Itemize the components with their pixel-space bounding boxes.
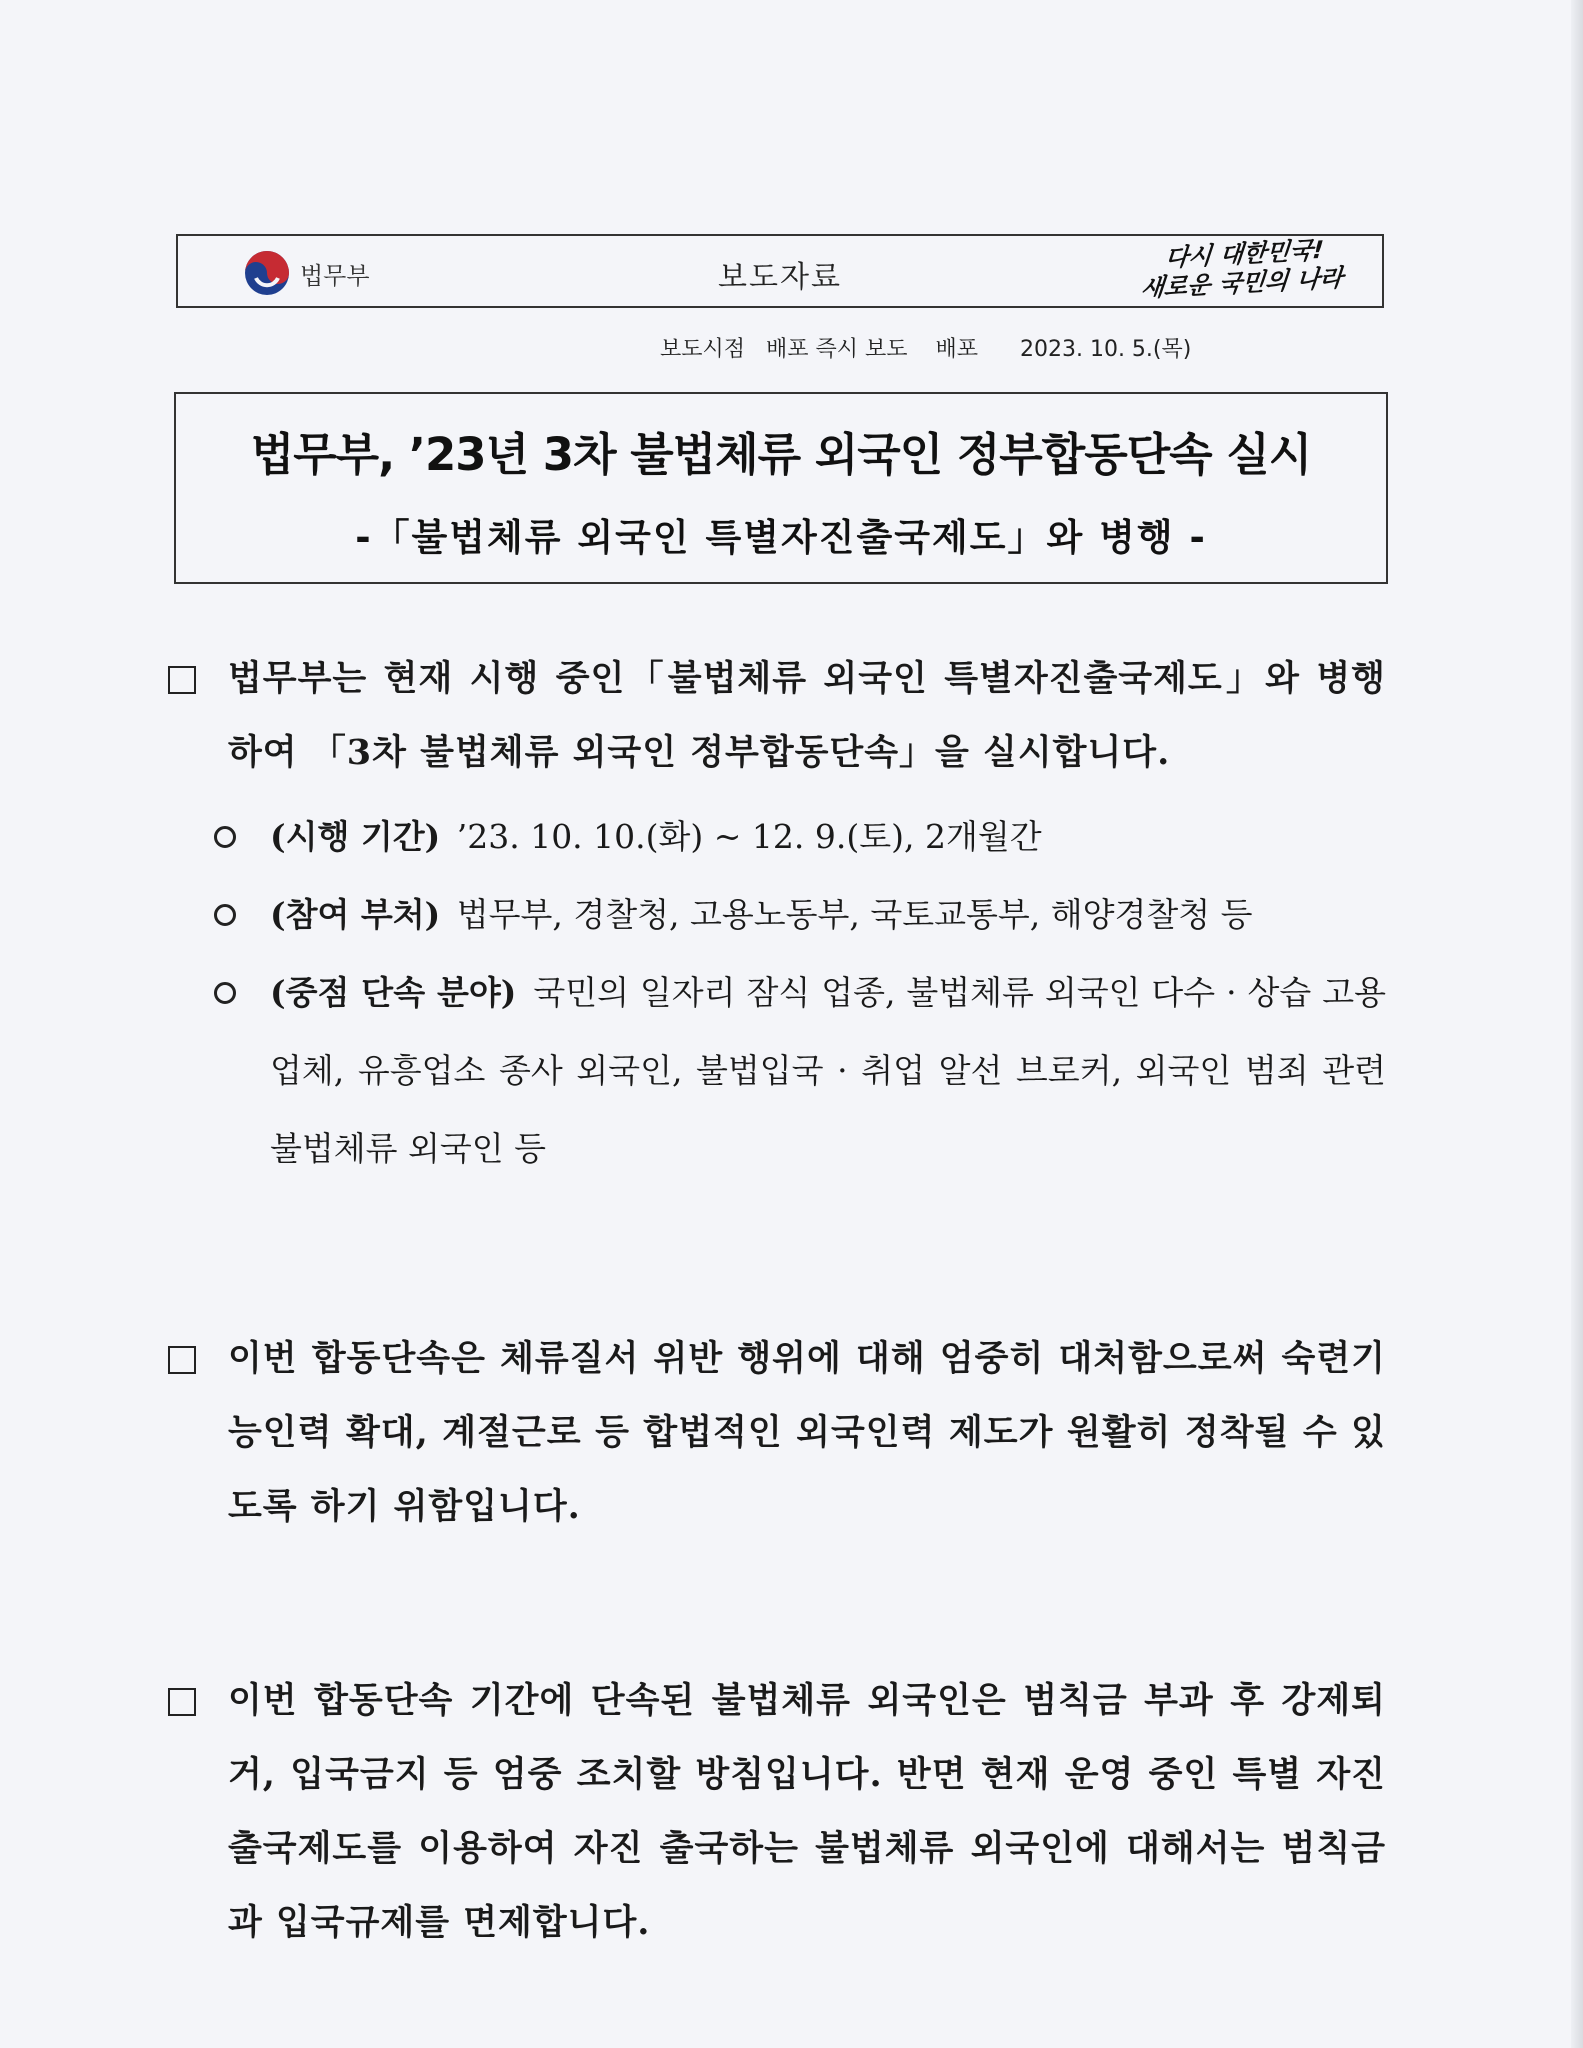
government-slogan — [1139, 235, 1346, 304]
title-box — [174, 392, 1388, 584]
ministry-name: 법무부 — [300, 261, 370, 290]
bullet-item: (시행 기간) ’23. 10. 10.(화) ~ 12. 9.(토), 2개월간 — [210, 798, 1386, 876]
slogan-line-1: 다시 대한민국! — [1163, 235, 1325, 273]
press-release-header — [176, 234, 1384, 308]
release-timing-label: 보도시점 — [660, 337, 746, 362]
checkbox-bullet-icon — [168, 1688, 196, 1716]
checkbox-bullet-icon — [168, 1346, 196, 1374]
circle-bullet-icon — [214, 904, 236, 926]
paragraph-text: 법무부는 현재 시행 중인「불법체류 외국인 특별자진출국제도」와 병행하여 「3차 불법체류 외국인 정부합동단속」을 실시합니다. — [164, 642, 1386, 790]
bullet-list — [164, 798, 1386, 1188]
paragraph-2 — [164, 1322, 1386, 1544]
distribution-label: 배포 — [935, 337, 978, 362]
sub-title: -「불법체류 외국인 특별자진출국제도」와 병행 - — [355, 516, 1207, 559]
release-date: 2023. 10. 5.(목) — [1019, 337, 1192, 362]
slogan-line-2: 새로운 국민의 나라 — [1139, 263, 1344, 303]
checkbox-bullet-icon — [168, 666, 196, 694]
circle-bullet-icon — [214, 982, 236, 1004]
paragraph-text: 이번 합동단속은 체류질서 위반 행위에 대해 엄중히 대처함으로써 숙련기능인력 확대, 계절근로 등 합법적인 외국인력 제도가 원활히 정착될 수 있도록 하기 위함입니다. — [164, 1322, 1386, 1544]
scan-edge — [1571, 0, 1583, 2048]
main-title: 법무부, ’23년 3차 불법체류 외국인 정부합동단속 실시 — [250, 428, 1312, 481]
release-info — [660, 332, 1191, 363]
circle-bullet-icon — [214, 826, 236, 848]
paragraph-1 — [164, 642, 1386, 1188]
bullet-item: (참여 부처) 법무부, 경찰청, 고용노동부, 국토교통부, 해양경찰청 등 — [210, 876, 1386, 954]
release-timing-value: 배포 즉시 보도 — [766, 337, 908, 362]
paragraph-text: 이번 합동단속 기간에 단속된 불법체류 외국인은 범칙금 부과 후 강제퇴거, 입국금지 등 엄중 조치할 방침입니다. 반면 현재 운영 중인 특별 자진출국제도를 이용하여 자진 출국하는 불법체류 외국인에 대해서는 범칙금과 입국규제를 면제합니다. — [164, 1664, 1386, 1960]
release-type-label: 보도자료 — [718, 260, 842, 295]
paragraph-3 — [164, 1664, 1386, 1960]
bullet-item: (중점 단속 분야) 국민의 일자리 잠식 업종, 불법체류 외국인 다수 · 상습 고용업체, 유흥업소 종사 외국인, 불법입국 · 취업 알선 브로커, 외국인 범죄 관련 불법체류 외국인 등 — [210, 954, 1386, 1188]
